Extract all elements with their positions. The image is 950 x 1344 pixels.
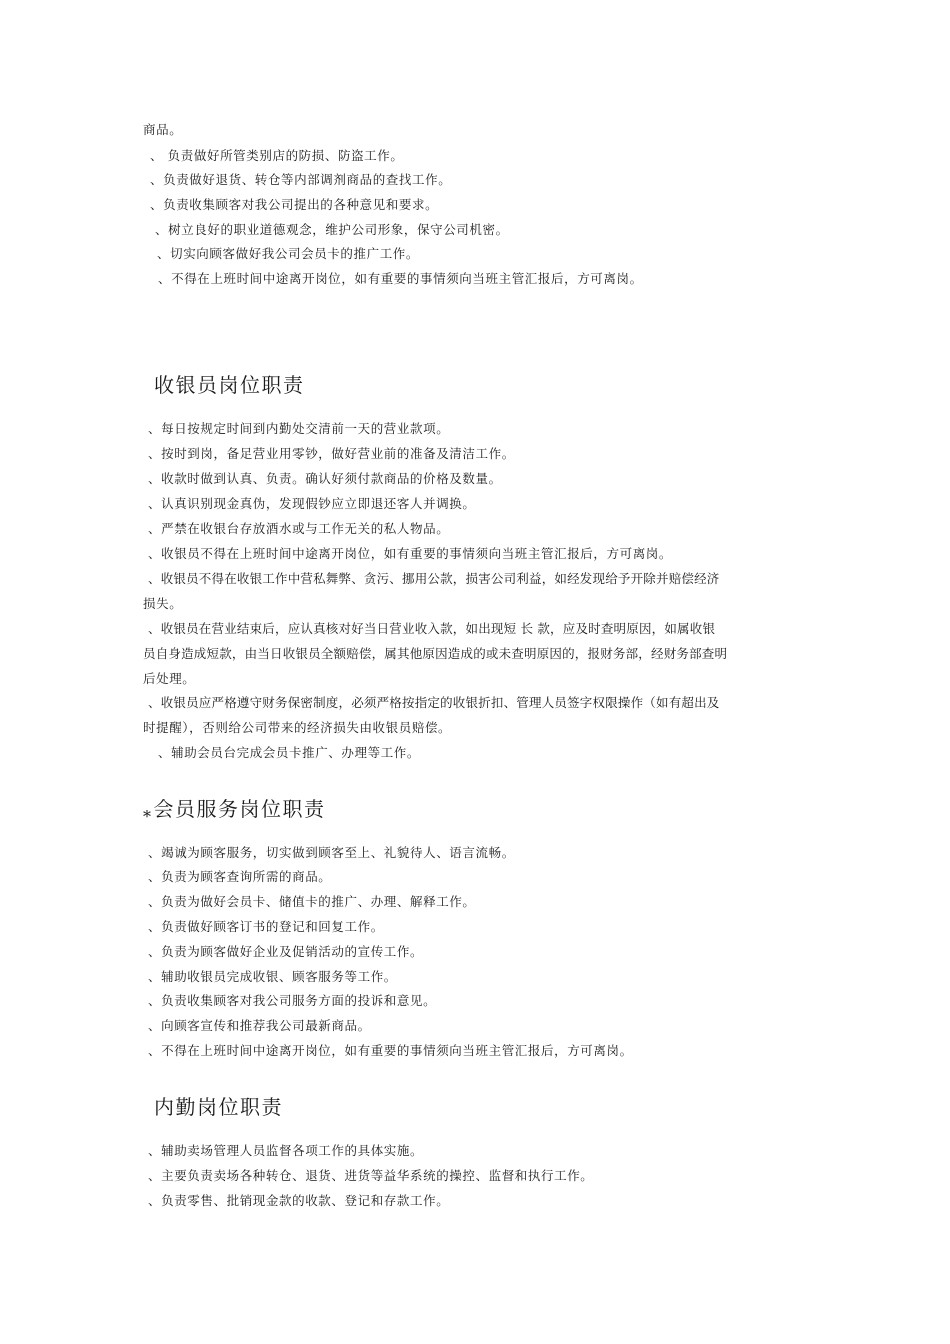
list-item: 、负责收集顾客对我公司服务方面的投诉和意见。 <box>148 993 437 1008</box>
list-item: 、负责为顾客查询所需的商品。 <box>148 869 332 884</box>
list-item-continuation: 后处理。 <box>143 671 196 686</box>
list-item: 、主要负责卖场各种转仓、退货、进货等益华系统的操控、监督和执行工作。 <box>148 1168 594 1183</box>
list-item-continuation: 时提醒），否则给公司带来的经济损失由收银员赔偿。 <box>143 720 452 735</box>
list-item: 、树立良好的职业道德观念，维护公司形象，保守公司机密。 <box>155 222 509 237</box>
list-item: 、认真识别现金真伪，发现假钞应立即退还客人并调换。 <box>148 496 476 511</box>
list-item: 、不得在上班时间中途离开岗位，如有重要的事情须向当班主管汇报后，方可离岗。 <box>158 271 643 286</box>
list-item: 、不得在上班时间中途离开岗位，如有重要的事情须向当班主管汇报后，方可离岗。 <box>148 1043 633 1058</box>
section-heading-member <box>143 796 326 824</box>
list-item: 、收款时做到认真、负责。确认好须付款商品的价格及数量。 <box>148 471 502 486</box>
section-heading-member-text: 会员服务岗位职责 <box>153 797 326 821</box>
list-item: 、负责做好退货、转仓等内部调剂商品的查找工作。 <box>150 172 452 187</box>
list-item: 、向顾客宣传和推荐我公司最新商品。 <box>148 1018 371 1033</box>
list-item: 、按时到岗，备足营业用零钞，做好营业前的准备及清洁工作。 <box>148 446 515 461</box>
list-item-continuation: 损失。 <box>143 596 183 611</box>
list-item: 、收银员不得在收银工作中营私舞弊、贪污、挪用公款，损害公司利益，如经发现给予开除并赔偿经济 <box>148 571 720 586</box>
list-item: 、负责为顾客做好企业及促销活动的宣传工作。 <box>148 944 424 959</box>
list-item: 、每日按规定时间到内勤处交清前一天的营业款项。 <box>148 421 450 436</box>
list-item: 、辅助会员台完成会员卡推广、办理等工作。 <box>158 745 421 760</box>
list-item: 、收银员应严格遵守财务保密制度，必须严格按指定的收银折扣、管理人员签字权限操作（如有超出及 <box>148 695 720 710</box>
list-item: 、负责做好顾客订书的登记和回复工作。 <box>148 919 384 934</box>
list-item: 、辅助收银员完成收银、顾客服务等工作。 <box>148 969 397 984</box>
list-item: 商品。 <box>143 122 183 137</box>
list-item: 、负责为做好会员卡、储值卡的推广、办理、解释工作。 <box>148 894 476 909</box>
list-item: 、辅助卖场管理人员监督各项工作的具体实施。 <box>148 1143 424 1158</box>
section-heading-office: 内勤岗位职责 <box>154 1095 283 1119</box>
list-item: 、收银员在营业结束后，应认真核对好当日营业收入款，如出现短 长 款，应及时查明原因，如属收银 <box>148 621 716 636</box>
list-item: 、负责零售、批销现金款的收款、登记和存款工作。 <box>148 1193 450 1208</box>
list-item-continuation: 员自身造成短款，由当日收银员全额赔偿，属其他原因造成的或未查明原因的，报财务部，经财务部查明 <box>143 646 728 661</box>
list-item: 、收银员不得在上班时间中途离开岗位，如有重要的事情须向当班主管汇报后，方可离岗。 <box>148 546 673 561</box>
asterisk-marker: * <box>143 807 153 826</box>
list-item: 、切实向顾客做好我公司会员卡的推广工作。 <box>157 246 420 261</box>
list-item: 、 负责做好所管类别店的防损、防盗工作。 <box>150 148 404 163</box>
section-heading-cashier: 收银员岗位职责 <box>154 373 305 397</box>
list-item: 、竭诚为顾客服务，切实做到顾客至上、礼貌待人、语言流畅。 <box>148 845 515 860</box>
list-item: 、严禁在收银台存放酒水或与工作无关的私人物品。 <box>148 521 450 536</box>
list-item: 、负责收集顾客对我公司提出的各种意见和要求。 <box>150 197 439 212</box>
